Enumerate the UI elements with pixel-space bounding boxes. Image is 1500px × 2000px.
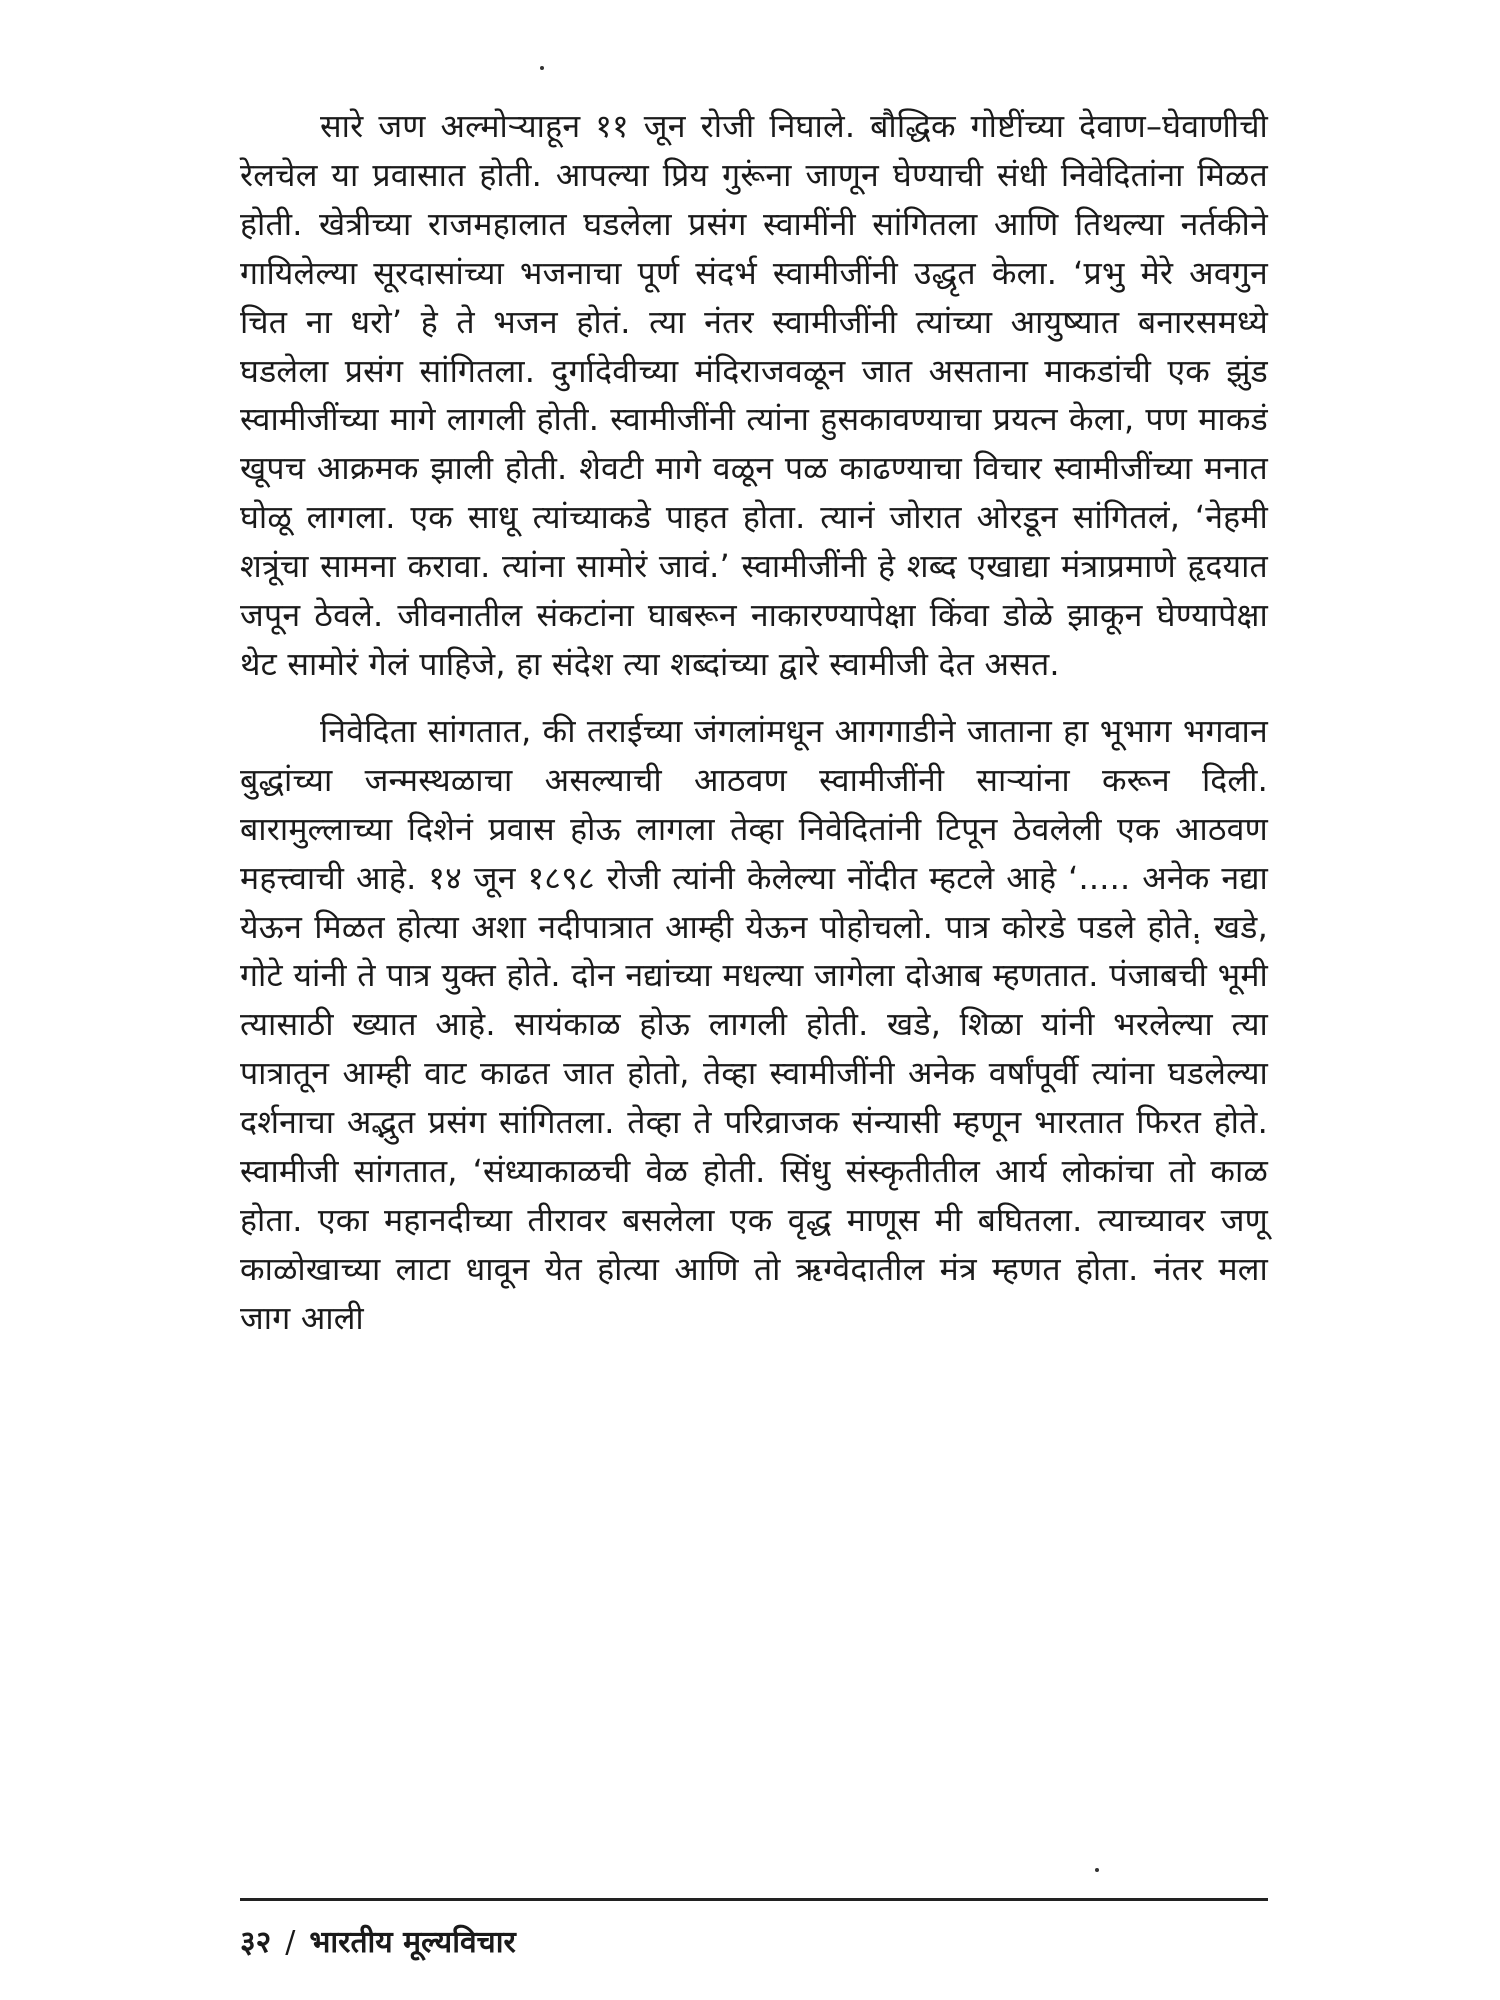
paragraph-1: सारे जण अल्मोऱ्याहून ११ जून रोजी निघाले. बौद्धिक गोष्टींच्या देवाण–घेवाणीची रेलचेल या प्रवासात होती. आपल्या प्रिय गुरूंना जाणून घेण्याची संधी निवेदितांना मिळत होती. खेत्रीच्या राजमहालात घडलेला प्रसंग स्वामींनी सांगितला आणि तिथल्या नर्तकीने गायिलेल्या सूरदासांच्या भजनाचा पूर्ण संदर्भ स्वामीजींनी उद्धृत केला. ‘प्रभु मेरे अवगुन चित ना धरो’ हे ते भजन होतं. त्या नंतर स्वामीजींनी त्यांच्या आयुष्यात बनारसमध्ये घडलेला प्रसंग सांगितला. दुर्गादेवीच्या मंदिराजवळून जात असताना माकडांची एक झुंड स्वामीजींच्या मागे लागली होती. स्वामीजींनी त्यांना हुसकावण्याचा प्रयत्न केला, पण माकडं खूपच आक्रमक झाली होती. शेवटी मागे वळून पळ काढण्याचा विचार स्वामीजींच्या मनात घोळू लागला. एक साधू त्यांच्याकडे पाहत होता. त्यानं जोरात ओरडून सांगितलं, ‘नेहमी शत्रूंचा सामना करावा. त्यांना सामोरं जावं.’ स्वामीजींनी हे शब्द एखाद्या मंत्राप्रमाणे हृदयात जपून ठेवले. जीवनातील संकटांना घाबरून नाकारण्यापेक्षा किंवा डोळे झाकून घेण्यापेक्षा थेट सामोरं गेलं पाहिजे, हा संदेश त्या शब्दांच्या द्वारे स्वामीजी देत असत.: [240, 107, 1268, 683]
footer-rule: [240, 1898, 1268, 1901]
body-text: [240, 102, 1268, 1343]
footer-separator: /: [285, 1925, 296, 1960]
page-footer: [240, 1920, 516, 1961]
book-title: भारतीय मूल्यविचार: [309, 1925, 516, 1960]
page-number: ३२: [240, 1925, 272, 1960]
scan-speck: [540, 66, 544, 70]
scan-speck: [1095, 1868, 1099, 1872]
paragraph-2: निवेदिता सांगतात, की तराईच्या जंगलांमधून आगगाडीने जाताना हा भूभाग भगवान बुद्धांच्या जन्मस्थळाचा असल्याची आठवण स्वामीजींनी साऱ्यांना करून दिली. बारामुल्लाच्या दिशेनं प्रवास होऊ लागला तेव्हा निवेदितांनी टिपून ठेवलेली एक आठवण महत्त्वाची आहे. १४ जून १८९८ रोजी त्यांनी केलेल्या नोंदीत म्हटले आहे ‘..... अनेक नद्या येऊन मिळत होत्या अशा नदीपात्रात आम्ही येऊन पोहोचलो. पात्र कोरडे पडले होते. खडे, गोटे यांनी ते पात्र युक्त होते. दोन नद्यांच्या मधल्या जागेला दोआब म्हणतात. पंजाबची भूमी त्यासाठी ख्यात आहे. सायंकाळ होऊ लागली होती. खडे, शिळा यांनी भरलेल्या त्या पात्रातून आम्ही वाट काढत जात होतो, तेव्हा स्वामीजींनी अनेक वर्षांपूर्वी त्यांना घडलेल्या दर्शनाचा अद्भुत प्रसंग सांगितला. तेव्हा ते परिव्राजक संन्यासी म्हणून भारतात फिरत होते. स्वामीजी सांगतात, ‘संध्याकाळची वेळ होती. सिंधु संस्कृतीतील आर्य लोकांचा तो काळ होता. एका महानदीच्या तीरावर बसलेला एक वृद्ध माणूस मी बघितला. त्याच्यावर जणू काळोखाच्या लाटा धावून येत होत्या आणि तो ऋग्वेदातील मंत्र म्हणत होता. नंतर मला जाग आली: [240, 711, 1268, 1337]
